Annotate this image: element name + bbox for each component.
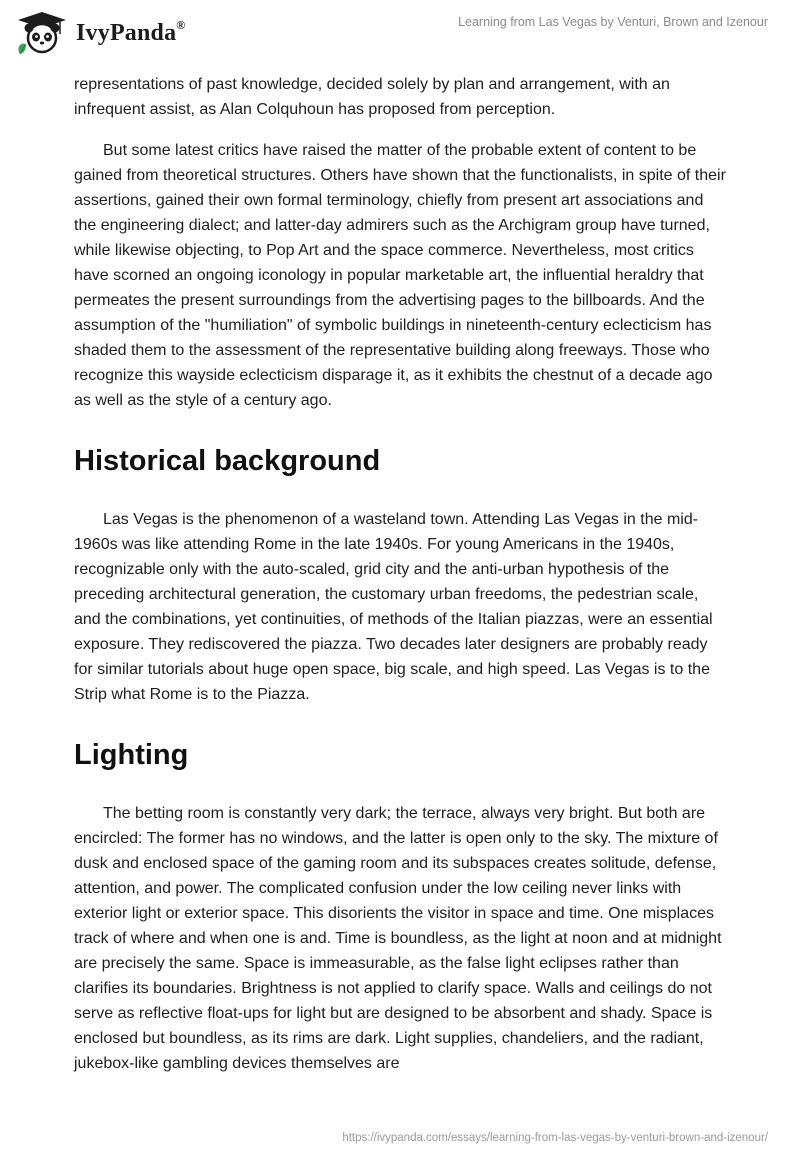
panda-graduate-icon	[14, 10, 70, 56]
page-header	[0, 0, 800, 70]
section-heading-historical: Historical background	[74, 445, 381, 477]
lighting-paragraph: The betting room is constantly very dark; the terrace, always very bright. But both are encircled: The former has no windows, and the latter is open only to the sky. The mixture of dusk and enclosed space of the gaming room and its subspaces creates solitude, defense, attention, and power. The complicated confusion under the low ceiling never links with exterior light or exterior space. This disorients the visitor in space and time. One misplaces track of where and when one is and. Time is boundless, as the light at noon and at midnight are precisely the same. Space is immeasurable, as the false light eclipses rather than clarifies its boundaries. Brightness is not applied to clarify space. Walls and ceilings do not serve as reflective float-ups for light but are designed to be absorbent and shady. Space is enclosed but boundless, as its rims are dark. Light supplies, chandeliers, and the radiant, jukebox-like gambling devices themselves are	[74, 805, 722, 1072]
ivypanda-logo[interactable]	[14, 10, 185, 56]
intro-paragraph-1: representations of past knowledge, decided solely by plan and arrangement, with an infrequent assist, as Alan Colquhoun has proposed from perception.	[74, 76, 670, 118]
section-heading-lighting: Lighting	[74, 739, 189, 771]
document-title: Learning from Las Vegas by Venturi, Brown and Izenour	[458, 15, 768, 29]
brand-name: IvyPanda®	[76, 17, 186, 46]
article-body	[74, 72, 726, 1076]
historical-paragraph: Las Vegas is the phenomenon of a wasteland town. Attending Las Vegas in the mid-1960s was like attending Rome in the late 1940s. For young Americans in the 1940s, recognizable only with the auto-scaled, grid city and the anti-urban hypothesis of the preceding architectural generation, the customary urban freedoms, the pedestrian scale, and the combinations, yet continuities, of methods of the Italian piazzas, were an essential exposure. They rediscovered the piazza. Two decades later designers are probably ready for similar tutorials about huge open space, big scale, and high speed. Las Vegas is to the Strip what Rome is to the Piazza.	[74, 511, 713, 703]
source-url-link[interactable]: https://ivypanda.com/essays/learning-from-las-vegas-by-venturi-brown-and-izenour/	[342, 1132, 768, 1144]
intro-paragraph-2: But some latest critics have raised the matter of the probable extent of content to be gained from theoretical structures. Others have shown that the functionalists, in spite of their assertions, gained their own formal terminology, chiefly from present art associations and the engineering dialect; and latter-day admirers such as the Archigram group have turned, while likewise objecting, to Pop Art and the space commerce. Nevertheless, most critics have scorned an ongoing iconology in popular marketable art, the influential heraldry that permeates the present surroundings from the advertising pages to the billboards. And the assumption of the "humiliation" of symbolic buildings in nineteenth-century eclecticism has shaded them to the assessment of the representative building along freeways. Those who recognize this wayside eclecticism disparage it, as it exhibits the chestnut of a decade ago as well as the style of a century ago.	[74, 142, 726, 409]
